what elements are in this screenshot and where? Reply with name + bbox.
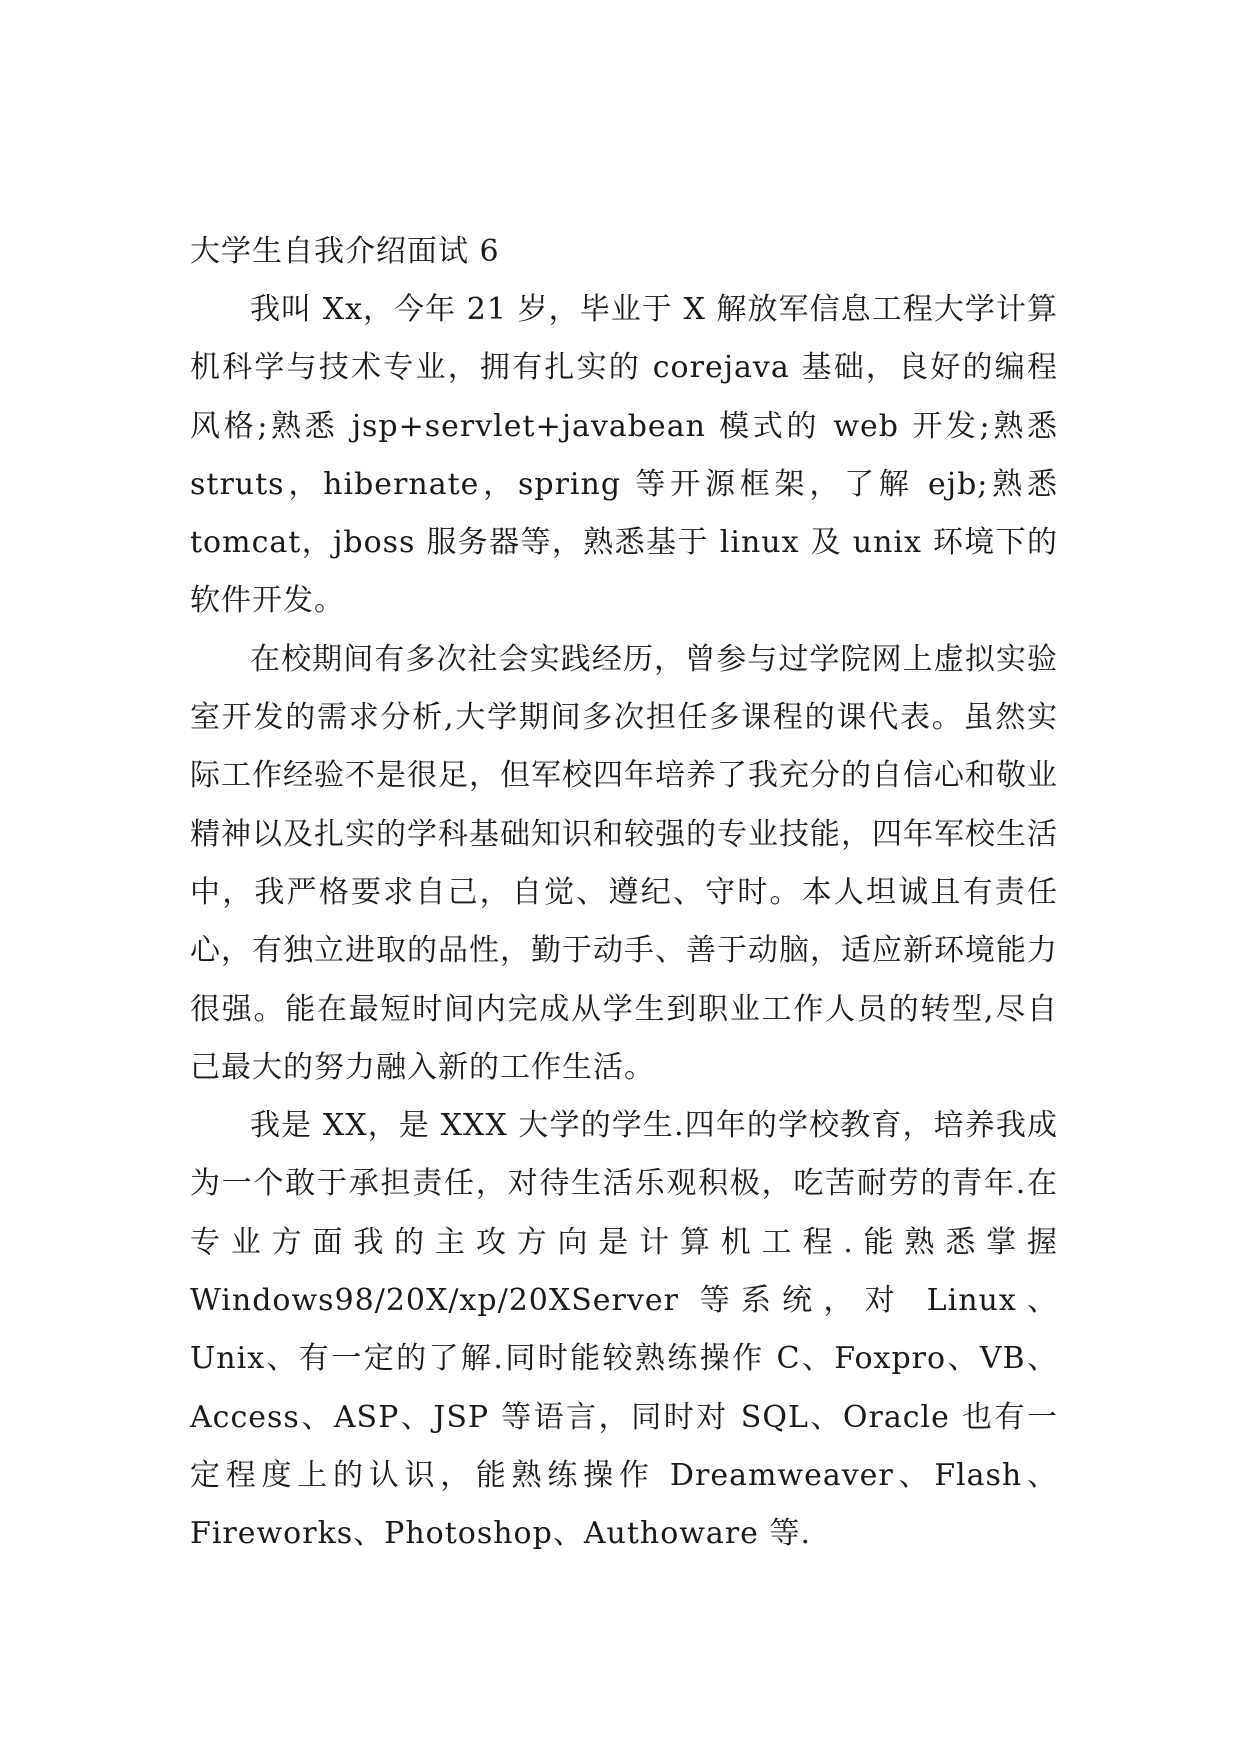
document-title: 大学生自我介绍面试 6	[190, 234, 500, 269]
paragraph-experience: 在校期间有多次社会实践经历，曾参与过学院网上虚拟实验室开发的需求分析,大学期间多次担任多课程的课代表。虽然实际工作经验不是很足，但军校四年培养了我充分的自信心和敬业精神以及扎实的学科基础知识和较强的专业技能，四年军校生活中，我严格要求自己，自觉、遵纪、守时。本人坦诚且有责任心，有独立进取的品性，勤于动手、善于动脑，适应新环境能力很强。能在最短时间内完成从学生到职业工作人员的转型,尽自己最大的努力融入新的工作生活。	[190, 641, 1058, 1085]
paragraph-skills: 我是 XX，是 XXX 大学的学生.四年的学校教育，培养我成为一个敢于承担责任，对待生活乐观积极，吃苦耐劳的青年.在专业方面我的主攻方向是计算机工程.能熟悉掌握 Windows98/20X/xp/20XServer 等系统，对 Linux、Unix、有一定的了解.同时能较熟练操作 C、Foxpro、VB、Access、ASP、JSP 等语言，同时对 SQL、Oracle 也有一定程度上的认识，能熟练操作 Dreamweaver、Flash、Fireworks、Photoshop、Authoware 等.	[190, 1108, 1058, 1552]
paragraph-intro: 我叫 Xx，今年 21 岁，毕业于 X 解放军信息工程大学计算机科学与技术专业，拥有扎实的 corejava 基础，良好的编程风格;熟悉 jsp+servlet+javabean 模式的 web 开发;熟悉 struts，hibernate，spring 等开源框架，了解 ejb;熟悉 tomcat，jboss 服务器等，熟悉基于 linux 及 unix 环境下的软件开发。	[190, 292, 1058, 619]
document-page	[190, 223, 1058, 1564]
